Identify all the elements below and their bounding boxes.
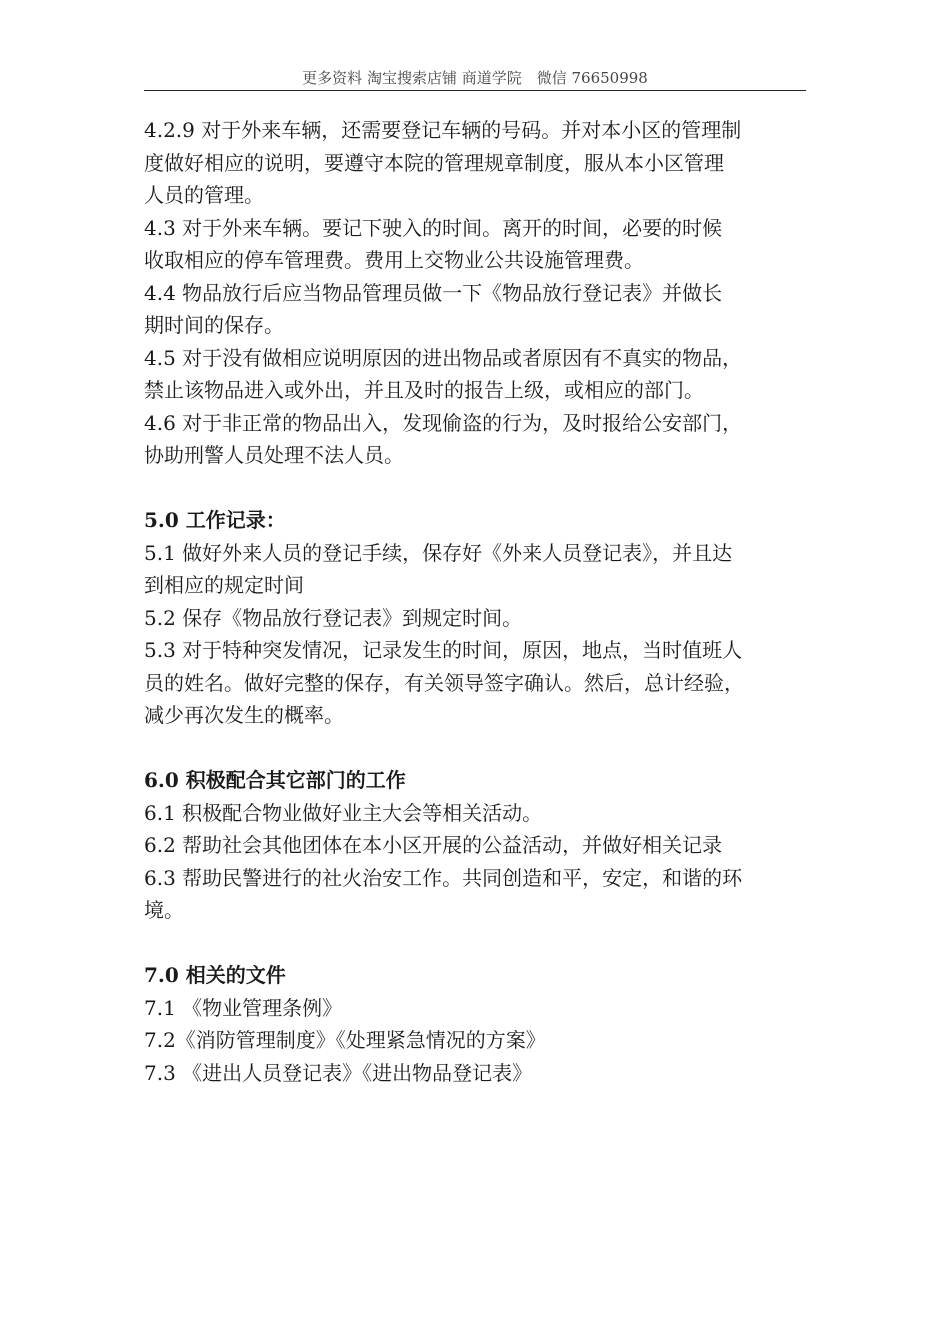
body-text-line: 4.5 对于没有做相应说明原因的进出物品或者原因有不真实的物品，	[144, 345, 743, 370]
body-text-line: 境。	[144, 898, 184, 922]
blank-line	[144, 732, 824, 765]
section-heading: 5.0 工作记录：	[144, 508, 286, 532]
body-text-line: 7.2《消防管理制度》《处理紧急情况的方案》	[144, 1028, 546, 1052]
section-heading: 6.0 积极配合其它部门的工作	[144, 768, 406, 792]
body-text-line: 4.3 对于外来车辆。要记下驶入的时间。离开的时间，必要的时候	[144, 215, 723, 240]
body-text-line: 4.4 物品放行后应当物品管理员做一下《物品放行登记表》并做长	[144, 280, 723, 305]
body-text-line: 员的姓名。做好完整的保存，有关领导签字确认。然后，总计经验，	[144, 670, 744, 695]
body-text-line: 禁止该物品进入或外出，并且及时的报告上级，或相应的部门。	[144, 378, 704, 402]
blank-line	[144, 472, 824, 505]
body-text-line: 5.1 做好外来人员的登记手续，保存好《外来人员登记表》，并且达	[144, 540, 733, 565]
section-heading: 7.0 相关的文件	[144, 963, 286, 987]
body-text-line: 7.3 《进出人员登记表》《进出物品登记表》	[144, 1060, 533, 1085]
body-text-line: 6.2 帮助社会其他团体在本小区开展的公益活动，并做好相关记录	[144, 833, 723, 857]
body-text-line: 减少再次发生的概率。	[144, 703, 344, 727]
body-text-line: 4.2.9 对于外来车辆，还需要登记车辆的号码。并对本小区的管理制	[144, 118, 742, 142]
page-header: 更多资料 淘宝搜索店铺 商道学院 微信 76650998	[144, 66, 806, 91]
body-text-line: 期时间的保存。	[144, 313, 284, 337]
document-body	[144, 114, 824, 1089]
body-text-line: 4.6 对于非正常的物品出入，发现偷盗的行为，及时报给公安部门，	[144, 410, 743, 435]
body-text-line: 到相应的规定时间	[144, 573, 304, 597]
body-text-line: 人员的管理。	[144, 183, 264, 207]
body-text-line: 度做好相应的说明，要遵守本院的管理规章制度，服从本小区管理	[144, 150, 724, 175]
blank-line	[144, 927, 824, 960]
body-text-line: 5.3 对于特种突发情况，记录发生的时间，原因，地点，当时值班人	[144, 638, 743, 662]
body-text-line: 7.1 《物业管理条例》	[144, 995, 343, 1020]
body-text-line: 6.3 帮助民警进行的社火治安工作。共同创造和平，安定，和谐的环	[144, 865, 743, 890]
body-text-line: 6.1 积极配合物业做好业主大会等相关活动。	[144, 800, 543, 825]
body-text-line: 5.2 保存《物品放行登记表》到规定时间。	[144, 605, 523, 630]
body-text-line: 收取相应的停车管理费。费用上交物业公共设施管理费。	[144, 248, 644, 272]
body-text-line: 协助刑警人员处理不法人员。	[144, 443, 404, 467]
